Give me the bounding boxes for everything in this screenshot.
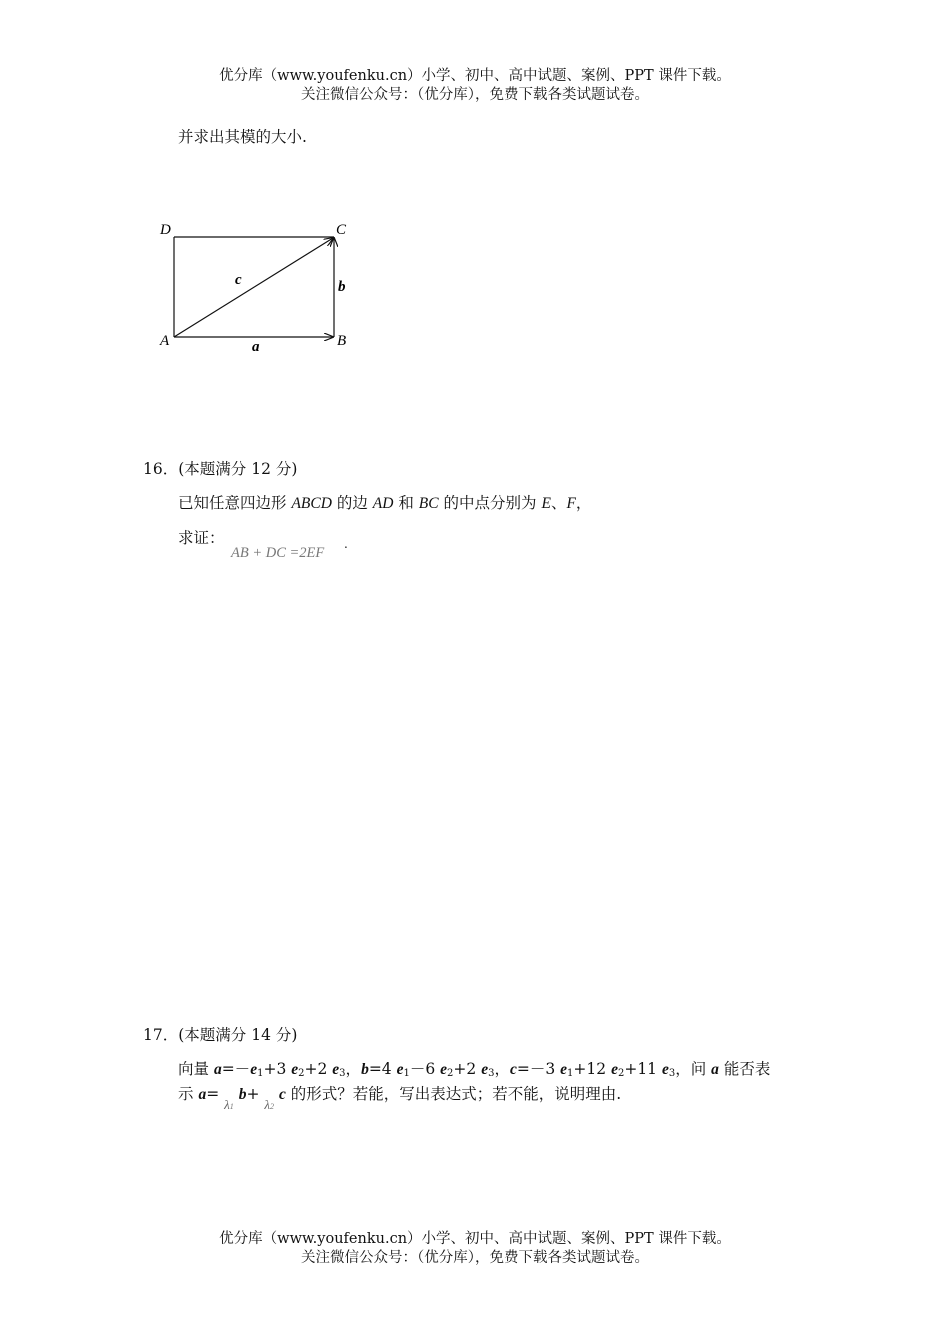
q16-point-e: E — [541, 495, 551, 512]
q17-text: 示 — [178, 1085, 199, 1103]
q16-statement — [178, 492, 591, 515]
q16-side-bc: BC — [418, 495, 439, 512]
vector-e3: e — [481, 1061, 489, 1078]
subscript: 2 — [617, 1068, 625, 1079]
label-vector-a: a — [252, 339, 260, 355]
q15-tail-text: 并求出其模的大小. — [178, 128, 307, 146]
q17-line-1 — [178, 1058, 770, 1085]
subscript: 2 — [270, 1102, 275, 1111]
lambda-2 — [264, 1097, 274, 1112]
vector-e1: e — [396, 1061, 404, 1078]
q16-score: (本题满分 12 分) — [178, 460, 298, 478]
q16-text: 、 — [550, 494, 567, 512]
subscript: 1 — [257, 1068, 264, 1079]
header-line-2: 关注微信公众号：（优分库），免费下载各类试题试卷。 — [301, 87, 649, 103]
vector-b: b — [238, 1086, 247, 1103]
page-footer — [0, 1230, 950, 1268]
q17-text: ，问 — [675, 1060, 712, 1078]
q17-text: =－ — [221, 1060, 251, 1078]
q17-text: =4 — [368, 1060, 397, 1078]
lambda-1 — [224, 1097, 234, 1112]
vector-a: a — [198, 1086, 207, 1103]
q17-heading — [143, 1024, 297, 1046]
q17-text: ， — [494, 1060, 510, 1078]
q17-text: +2 — [453, 1060, 482, 1078]
vector-a: a — [711, 1061, 719, 1078]
label-b-point: B — [337, 333, 347, 349]
q16-side-ad: AD — [372, 495, 394, 512]
q16-formula-period: . — [344, 537, 348, 551]
vector-c: c — [509, 1061, 517, 1078]
vector-e1: e — [250, 1061, 258, 1078]
vector-e2: e — [440, 1061, 448, 1078]
q17-text: 能否表 — [718, 1060, 771, 1078]
subscript: 3 — [488, 1068, 495, 1079]
q16-text: ， — [575, 494, 592, 512]
vector-b: b — [361, 1061, 369, 1078]
subscript: 3 — [668, 1068, 676, 1079]
q17-number: 17． — [143, 1026, 179, 1044]
footer-line-1: 优分库（www.youfenku.cn）小学、初中、高中试题、案例、PPT 课件下载。 — [219, 1231, 731, 1247]
q16-point-f: F — [566, 495, 576, 512]
label-vector-c: c — [235, 272, 242, 288]
subscript: 2 — [298, 1068, 305, 1079]
q16-formula: AB + DC =2EF — [231, 545, 325, 561]
q16-quad-name: ABCD — [291, 495, 332, 512]
subscript: 1 — [403, 1068, 410, 1079]
subscript: 2 — [447, 1068, 454, 1079]
vector-e2: e — [291, 1061, 299, 1078]
q17-text: +12 — [573, 1060, 612, 1078]
q17-text: +11 — [624, 1060, 662, 1078]
q17-text: +3 — [263, 1060, 292, 1078]
subscript: 3 — [339, 1068, 346, 1079]
q17-text: =－3 — [516, 1060, 561, 1078]
q16-text: 和 — [393, 494, 419, 512]
label-vector-b: b — [338, 279, 346, 295]
label-a-point: A — [160, 333, 170, 349]
q17-score: (本题满分 14 分) — [178, 1026, 298, 1044]
vector-e1: e — [560, 1061, 568, 1078]
q16-text: 的中点分别为 — [438, 494, 542, 512]
vector-e3: e — [332, 1061, 340, 1078]
lambda-symbol: λ — [224, 1097, 230, 1112]
label-d: D — [160, 222, 171, 238]
vector-a: a — [213, 1061, 222, 1078]
page-header — [0, 67, 950, 105]
q17-text: 的形式？若能，写出表达式；若不能，说明理由. — [285, 1085, 622, 1103]
subscript: 1 — [229, 1102, 234, 1111]
footer-line-2: 关注微信公众号：（优分库），免费下载各类试题试卷。 — [301, 1250, 649, 1266]
subscript: 1 — [567, 1068, 574, 1079]
q17-text: = — [206, 1085, 220, 1103]
vector-c: c — [278, 1086, 286, 1103]
q16-heading — [143, 458, 297, 480]
q17-text: +2 — [304, 1060, 333, 1078]
q17-text: －6 — [409, 1060, 441, 1078]
q16-number: 16． — [143, 460, 179, 478]
label-c-point: C — [336, 222, 347, 238]
vector-e2: e — [611, 1061, 618, 1078]
q17-text: ， — [345, 1060, 362, 1078]
q16-text: 的边 — [331, 494, 373, 512]
header-line-1: 优分库（www.youfenku.cn）小学、初中、高中试题、案例、PPT 课件下载。 — [219, 68, 731, 84]
q16-prove-label: 求证： — [178, 529, 225, 547]
vector-c-arrow — [174, 238, 333, 337]
q17-text: 向量 — [178, 1060, 214, 1078]
q17-line-2 — [178, 1083, 622, 1112]
rectangle-vector-figure — [150, 214, 370, 359]
vector-e3: e — [661, 1061, 669, 1078]
q17-text: + — [246, 1085, 260, 1103]
lambda-symbol: λ — [264, 1097, 271, 1112]
q16-text: 已知任意四边形 — [178, 494, 292, 512]
